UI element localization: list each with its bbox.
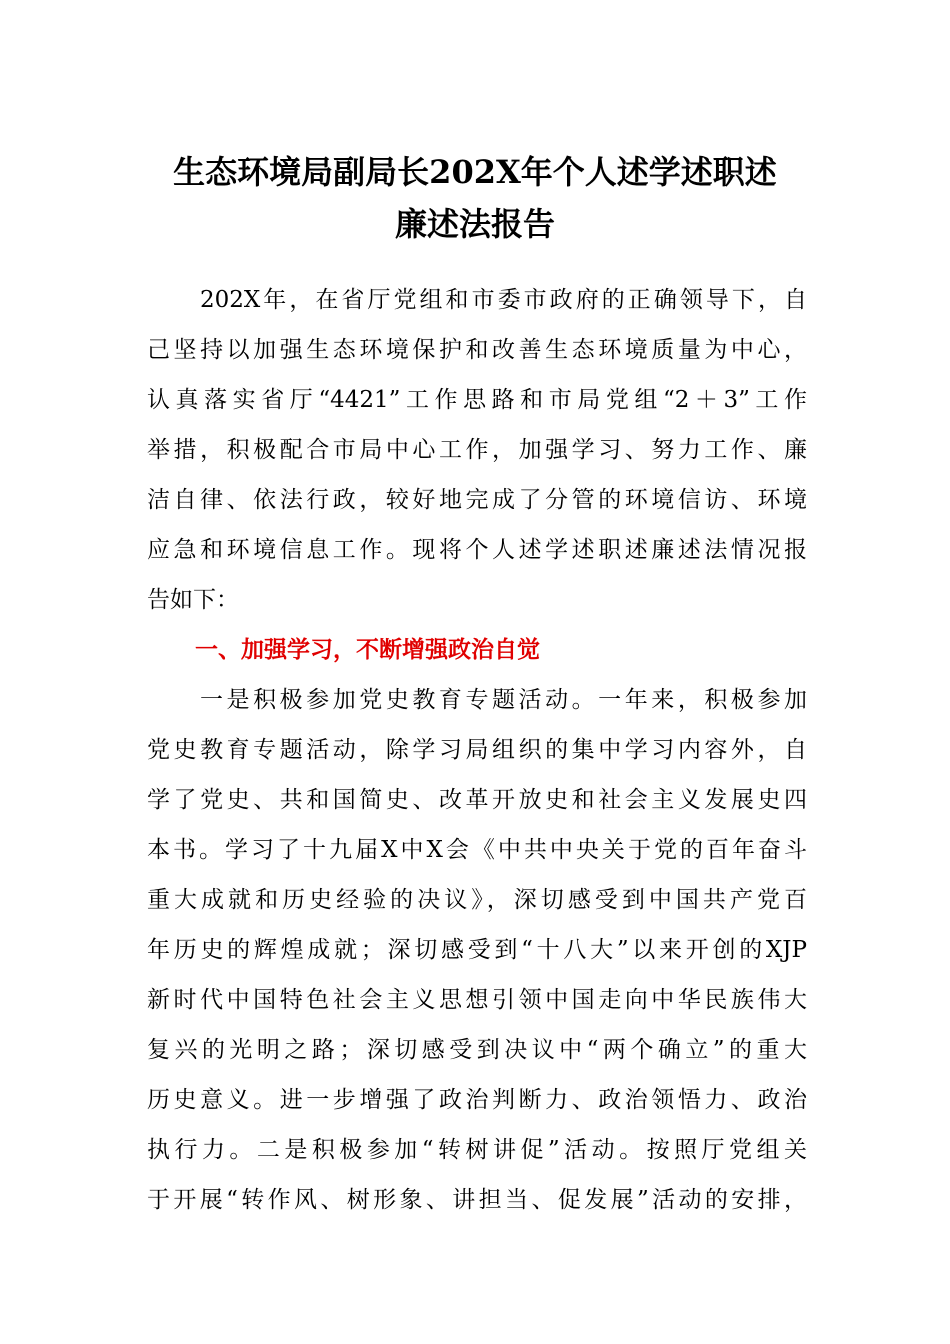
document-title-line-1: 生态环境局副局长202X年个人述学述职述 [173, 153, 777, 191]
intro-paragraph-line: 洁自律、依法行政，较好地完成了分管的环境信访、环境 [147, 487, 807, 513]
section-paragraph-line: 重大成就和历史经验的决议》，深切感受到中国共产党百 [147, 887, 807, 913]
section-paragraph-line: 本书。学习了十九届X中X会《中共中央关于党的百年奋斗 [147, 837, 807, 863]
section-paragraph-line: 复兴的光明之路；深切感受到决议中“两个确立”的重大 [147, 1037, 807, 1063]
intro-paragraph-line: 举措，积极配合市局中心工作，加强学习、努力工作、廉 [147, 437, 807, 463]
section-paragraph-line: 党史教育专题活动，除学习局组织的集中学习内容外，自 [147, 737, 807, 763]
intro-paragraph-line: 告如下： [147, 587, 239, 613]
section-paragraph-line: 年历史的辉煌成就；深切感受到“十八大”以来开创的XJP [147, 937, 807, 963]
section-paragraph-line: 历史意义。进一步增强了政治判断力、政治领悟力、政治 [147, 1087, 807, 1113]
section-heading: 一、加强学习，不断增强政治自觉 [195, 637, 540, 663]
section-paragraph-line: 于开展“转作风、树形象、讲担当、促发展”活动的安排， [147, 1187, 807, 1213]
section-paragraph-line: 学了党史、共和国简史、改革开放史和社会主义发展史四 [147, 787, 807, 813]
intro-paragraph-line: 认真落实省厅“4421”工作思路和市局党组“2＋3”工作 [147, 387, 807, 413]
section-paragraph-line: 新时代中国特色社会主义思想引领中国走向中华民族伟大 [147, 987, 807, 1013]
intro-paragraph-line: 己坚持以加强生态环境保护和改善生态环境质量为中心， [147, 337, 807, 363]
intro-paragraph-line: 应急和环境信息工作。现将个人述学述职述廉述法情况报 [147, 537, 807, 563]
document-title-line-2: 廉述法报告 [394, 205, 555, 243]
intro-paragraph-line: 202X年，在省厅党组和市委市政府的正确领导下，自 [200, 287, 807, 313]
section-paragraph-line: 执行力。二是积极参加“转树讲促”活动。按照厅党组关 [147, 1137, 807, 1163]
section-paragraph-line: 一是积极参加党史教育专题活动。一年来，积极参加 [200, 687, 807, 713]
